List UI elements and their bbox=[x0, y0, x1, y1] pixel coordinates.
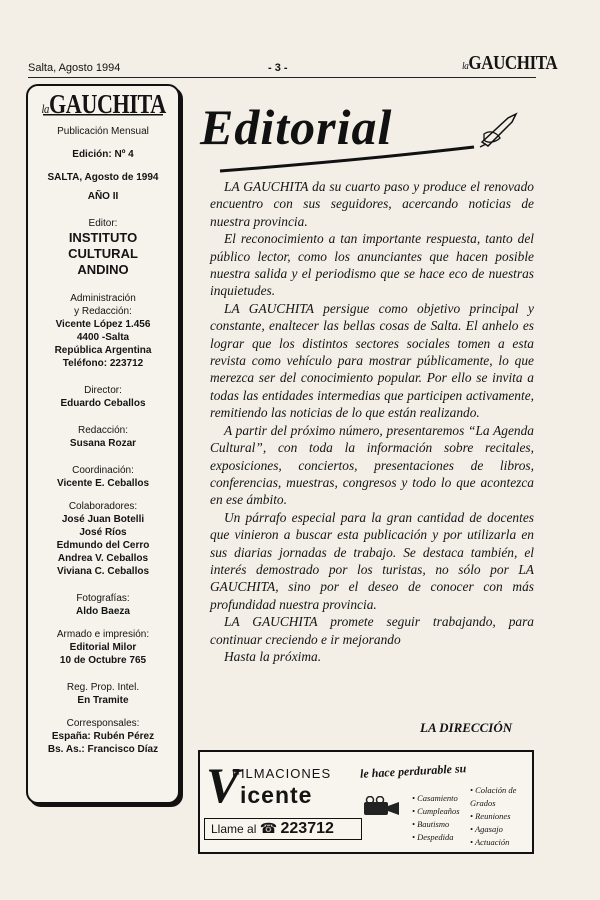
colaborador-name: Edmundo del Cerro bbox=[56, 540, 150, 551]
corresponsal-line: Bs. As.: Francisco Díaz bbox=[47, 744, 159, 755]
coordinacion-name: Vicente E. Ceballos bbox=[56, 478, 150, 489]
ad-line2: icente bbox=[240, 782, 313, 808]
header-rule bbox=[28, 77, 536, 78]
address-line: República Argentina bbox=[54, 345, 152, 356]
ad-service: • Actuación bbox=[470, 836, 532, 849]
ad-services-left bbox=[412, 792, 460, 844]
header-logo bbox=[462, 52, 557, 75]
header-date: Salta, Agosto 1994 bbox=[28, 62, 121, 74]
editorial-paragraph: Un párrafo especial para la gran cantidad de docentes que vinieron a buscar esta publicación y por utilizarla en sus diarias jornadas de trabajo. Se destaca también, el interés demostrado por los turistas, no sólo por LA GAUCHITA, sino por el deseo de conocer con más profundidad nuestra provincia. bbox=[210, 509, 534, 612]
video-camera-icon bbox=[362, 796, 402, 818]
corresponsales-label: Corresponsales: bbox=[66, 718, 140, 729]
director-name: Eduardo Ceballos bbox=[60, 398, 146, 409]
ad-service: • Colación de Grados bbox=[470, 784, 532, 810]
ad-service: • Despedida bbox=[412, 831, 460, 844]
redaccion-label: Redacción: bbox=[77, 425, 129, 436]
address-line: Teléfono: 223712 bbox=[62, 358, 144, 369]
armado-line: Editorial Milor bbox=[69, 642, 137, 653]
ad-phone-box bbox=[204, 818, 362, 840]
phone-icon: ☎ bbox=[259, 820, 278, 836]
fotografias-label: Fotografías: bbox=[76, 593, 130, 604]
ad-service: • Agasajo bbox=[470, 823, 532, 836]
ad-services-right bbox=[470, 784, 532, 849]
colaborador-name: José Ríos bbox=[79, 527, 127, 538]
address-line: 4400 -Salta bbox=[76, 332, 130, 343]
corresponsal-line: España: Rubén Pérez bbox=[51, 731, 155, 742]
editorial-paragraph: LA GAUCHITA promete seguir trabajando, para continuar creciendo e ir mejorando bbox=[210, 614, 534, 647]
ad-service: • Casamiento bbox=[412, 792, 460, 805]
editor-line: ANDINO bbox=[77, 262, 129, 277]
admin-label: Administración bbox=[70, 293, 136, 304]
editorial-paragraph: A partir del próximo número, presentaremos “La Agenda Cultural”, con toda la información sobre recitales, exposiciones, conciertos, presentaciones de libros, conferencias, muestras, congresos y todo lo que acontezca en ese ámbito. bbox=[210, 422, 534, 508]
editorial-paragraph: Hasta la próxima. bbox=[224, 648, 322, 664]
editorial-paragraph: LA GAUCHITA persigue como objetivo principal y constante, enaltecer las bellas cosas de Salta. El anhelo es lograr que los distintos sectores sociales tomen a esta revista como vehículo para mostrar públicamente, lo que merezca ser del conocimiento popular. Por ello se invita a todas las entidades intermedias que participen activamente, remitiendo las noticias de lo que están realizando. bbox=[210, 300, 534, 421]
armado-label: Armado e impresión: bbox=[56, 629, 150, 640]
quill-hand-icon bbox=[478, 112, 520, 148]
editorial-title: Editorial bbox=[200, 99, 393, 155]
ad-service: • Reuniones bbox=[470, 810, 532, 823]
ad-service: • Bautismo bbox=[412, 818, 460, 831]
ad-call-label: Llame al bbox=[211, 822, 257, 836]
ad-initial: V bbox=[206, 757, 240, 813]
registro-status: En Tramite bbox=[77, 695, 129, 706]
place-date: SALTA, Agosto de 1994 bbox=[47, 172, 159, 183]
header-logo-prefix: la bbox=[462, 60, 469, 72]
publication-frequency: Publicación Mensual bbox=[57, 126, 149, 137]
registro-label: Reg. Prop. Intel. bbox=[66, 682, 140, 693]
colaboradores-label: Colaboradores: bbox=[68, 501, 138, 512]
redaccion-name: Susana Rozar bbox=[69, 438, 137, 449]
editor-line: INSTITUTO bbox=[68, 230, 138, 245]
editor-line: CULTURAL bbox=[68, 246, 138, 261]
masthead-box bbox=[26, 84, 180, 804]
masthead-logo bbox=[41, 89, 166, 119]
title-swash-decoration bbox=[218, 145, 478, 175]
editor-label: Editor: bbox=[88, 218, 118, 229]
editorial-signature: LA DIRECCIÓN bbox=[420, 720, 513, 735]
colaborador-name: Viviana C. Ceballos bbox=[56, 566, 150, 577]
ad-service: • Cumpleaños bbox=[412, 805, 460, 818]
armado-line: 10 de Octubre 765 bbox=[59, 655, 147, 666]
page-number: - 3 - bbox=[268, 62, 288, 74]
edition-number: Edición: Nº 4 bbox=[72, 149, 134, 160]
fotografias-name: Aldo Baeza bbox=[76, 606, 130, 617]
header-logo-text: GAUCHITA bbox=[468, 52, 558, 74]
address-line: Vicente López 1.456 bbox=[55, 319, 151, 330]
ad-slogan: le hace perdurable su bbox=[359, 761, 467, 781]
admin-label: y Redacción: bbox=[74, 306, 132, 317]
masthead-logo-text: GAUCHITA bbox=[48, 89, 166, 119]
ad-phone-number: 223712 bbox=[280, 820, 334, 837]
colaborador-name: Andrea V. Ceballos bbox=[57, 553, 149, 564]
editorial-body bbox=[210, 178, 534, 665]
coordinacion-label: Coordinación: bbox=[72, 465, 134, 476]
masthead-logo-prefix: la bbox=[41, 101, 49, 116]
director-label: Director: bbox=[84, 385, 122, 396]
colaborador-name: José Juan Botelli bbox=[61, 514, 145, 525]
year: AÑO II bbox=[87, 191, 119, 202]
editorial-paragraph: El reconocimiento a tan importante respuesta, tanto del público lector, como los anunciantes que hacen posible nuestra salida y el periodismo que se hace eco de nuestras inquietudes. bbox=[210, 231, 534, 299]
editorial-paragraph: LA GAUCHITA da su cuarto paso y produce el renovado encuentro con sus seguidores, acercando noticias de nuestra provincia. bbox=[210, 179, 534, 229]
ad-line1: FILMACIONES bbox=[232, 766, 332, 781]
